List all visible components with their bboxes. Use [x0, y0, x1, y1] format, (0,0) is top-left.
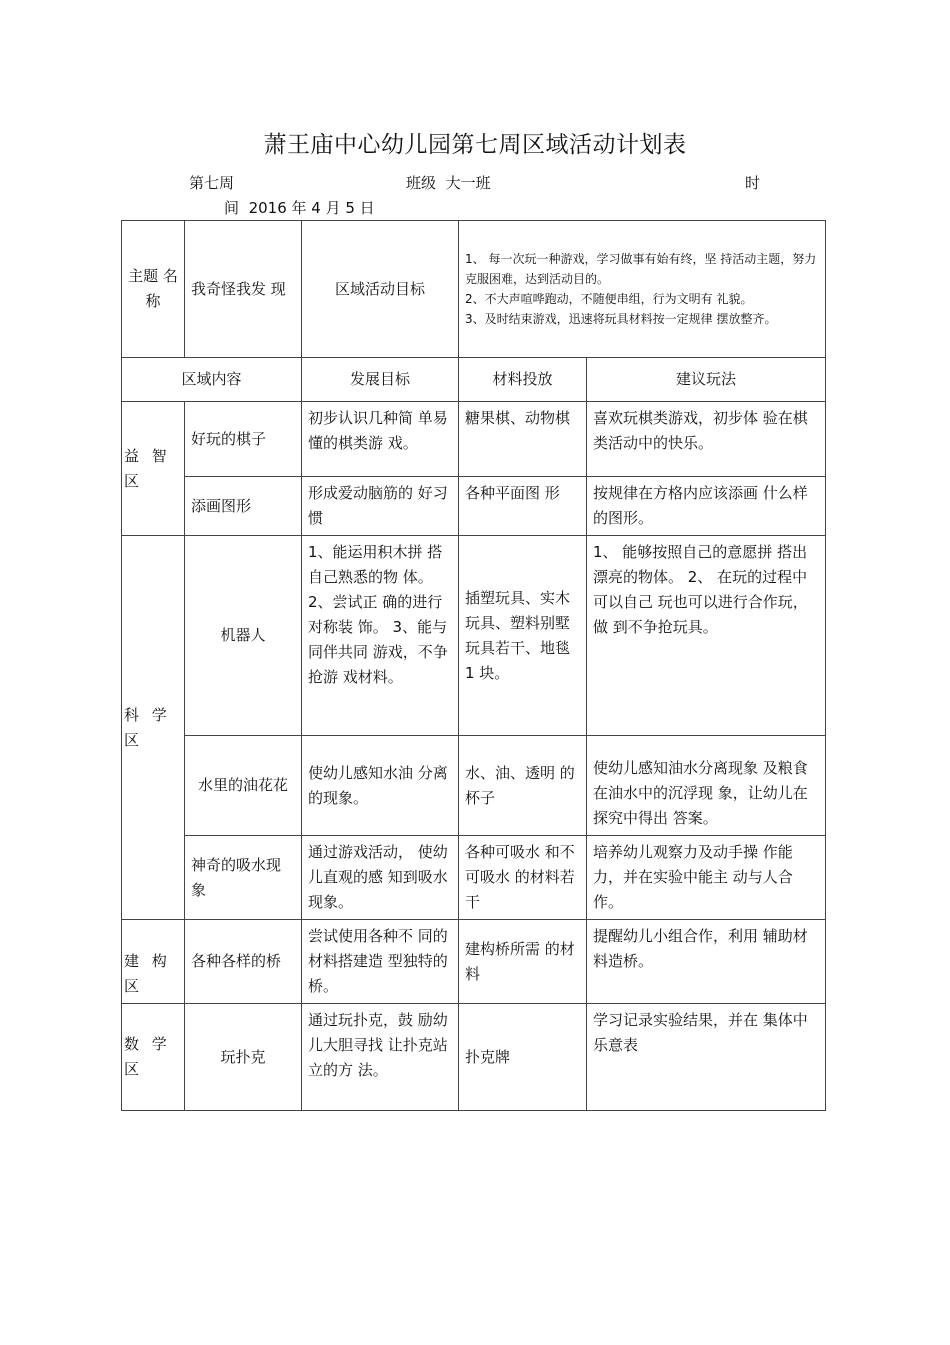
- theme-label-cell: 主题 名称: [122, 221, 185, 358]
- row-play: 使幼儿感知油水分离现象 及粮食在油水中的沉浮现 象，让幼儿在探究中得出 答案。: [587, 736, 826, 836]
- time-label: 时: [745, 174, 761, 192]
- table-row: [122, 736, 826, 836]
- row-goal: 形成爱动脑筋的 好习惯: [302, 477, 459, 536]
- row-material: 水、油、透明 的杯子: [459, 736, 587, 836]
- col-suggestion: 建议玩法: [587, 358, 826, 402]
- plan-table: [121, 220, 826, 1111]
- date-value: 2016 年 4 月 5 日: [248, 199, 375, 217]
- row-play: 学习记录实验结果，并在 集体中乐意表: [587, 1004, 826, 1111]
- row-play: 培养幼儿观察力及动手操 作能力，并在实验中能主 动与人合作。: [587, 836, 826, 920]
- col-material: 材料投放: [459, 358, 587, 402]
- row-play: 提醒幼儿小组合作，利用 辅助材料造桥。: [587, 920, 826, 1004]
- row-material: 各种可吸水 和不可吸水 的材料若干: [459, 836, 587, 920]
- zone-yizhi: 益 智 区: [122, 402, 185, 536]
- row-content: 玩扑克: [185, 1004, 302, 1111]
- row-goal: 初步认识几种简 单易懂的棋类游 戏。: [302, 402, 459, 477]
- col-dev-goal: 发展目标: [302, 358, 459, 402]
- goal-item: 3、及时结束游戏，迅速将玩具材料按一定规律 摆放整齐。: [465, 312, 777, 326]
- row-material: 各种平面图 形: [459, 477, 587, 536]
- goal-item: 1、 每一次玩一种游戏，学习做事有始有终，坚 持活动主题，努力克服困难，达到活动目的。: [465, 252, 817, 286]
- row-material: 插塑玩具、实木玩具、塑料别墅玩具若干、地毯 1 块。: [459, 536, 587, 736]
- table-row: [122, 402, 826, 477]
- row-goal: 通过游戏活动， 使幼儿直观的感 知到吸水现象。: [302, 836, 459, 920]
- row-content: 水里的油花花: [185, 736, 302, 836]
- row-play: 按规律在方格内应该添画 什么样的图形。: [587, 477, 826, 536]
- table-row: [122, 477, 826, 536]
- table-row: [122, 920, 826, 1004]
- row-content: 好玩的棋子: [185, 402, 302, 477]
- row-goal: 通过玩扑克，鼓 励幼儿大胆寻找 让扑克站立的方 法。: [302, 1004, 459, 1111]
- theme-value-cell: 我奇怪我发 现: [185, 221, 302, 358]
- row-content: 神奇的吸水现象: [185, 836, 302, 920]
- time-label-cont: 间: [224, 199, 240, 217]
- week-label: 第七周: [189, 174, 235, 192]
- row-play: 喜欢玩棋类游戏，初步体 验在棋类活动中的快乐。: [587, 402, 826, 477]
- row-content: 各种各样的桥: [185, 920, 302, 1004]
- goal-label-cell: 区域活动目标: [302, 221, 459, 358]
- row-content: 机器人: [185, 536, 302, 736]
- row-play: 1、 能够按照自己的意愿拼 搭出漂亮的物体。 2、 在玩的过程中可以自己 玩也可以进行合作玩，做 到不争抢玩具。: [587, 536, 826, 736]
- page-title: 萧王庙中心幼儿园第七周区域活动计划表: [263, 132, 687, 158]
- header-row: [122, 221, 826, 358]
- row-goal: 尝试使用各种不 同的材料搭建造 型独特的桥。: [302, 920, 459, 1004]
- class-value: 大一班: [445, 174, 491, 192]
- zone-shuxue: 数 学 区: [122, 1004, 185, 1111]
- row-goal: 1、能运用积木拼 搭自己熟悉的物 体。 2、尝试正 确的进行对称装 饰。 3、能与同伴共同 游戏，不争抢游 戏材料。: [302, 536, 459, 736]
- row-material: 扑克牌: [459, 1004, 587, 1111]
- table-row: [122, 836, 826, 920]
- goals-cell: [459, 221, 826, 358]
- table-row: [122, 536, 826, 736]
- class-info: [406, 172, 491, 193]
- table-row: [122, 1004, 826, 1111]
- date-info: [224, 197, 375, 218]
- class-label: 班级: [406, 174, 437, 192]
- zone-jiangou: 建 构 区: [122, 920, 185, 1004]
- row-material: 建构桥所需 的材料: [459, 920, 587, 1004]
- row-goal: 使幼儿感知水油 分离的现象。: [302, 736, 459, 836]
- column-header-row: [122, 358, 826, 402]
- goal-item: 2、不大声喧哗跑动，不随便串组，行为文明有 礼貌。: [465, 292, 753, 306]
- row-content: 添画图形: [185, 477, 302, 536]
- zone-kexue: 科 学 区: [122, 536, 185, 920]
- row-material: 糖果棋、动物棋: [459, 402, 587, 477]
- col-content: 区域内容: [122, 358, 302, 402]
